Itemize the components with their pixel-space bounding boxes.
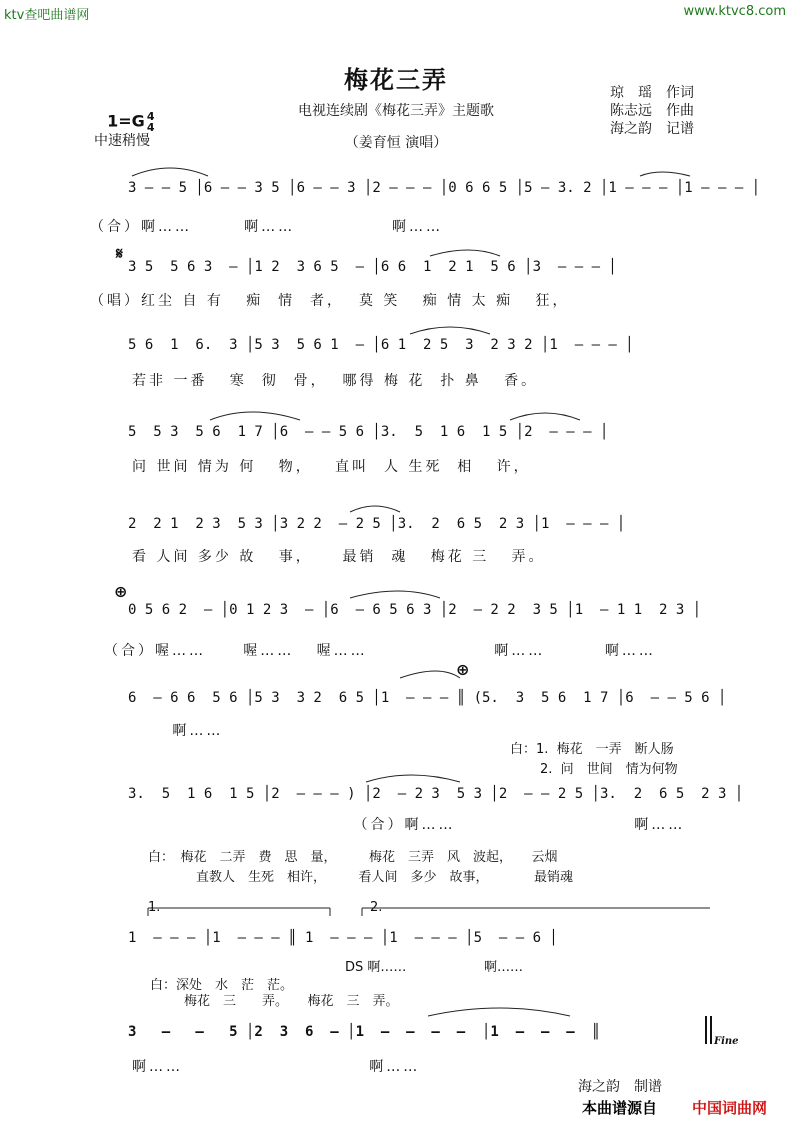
transcriber-credit: 海之韵 记谱: [610, 121, 694, 137]
dialogue-line-5: 白：深处 水 茫 茫。: [150, 978, 294, 993]
composer-credit: 陈志远 作曲: [610, 103, 694, 119]
lyric-row-4: 问 世间 情为 何 物， 直叫 人 生死 相 许，: [132, 459, 531, 475]
tempo-marking: 中速稍慢: [94, 133, 150, 149]
staff-row-3: 5 6 1 6. 3 │5 3 5 6 1 – │6 1 2 5 3 2 3 2 │1 – – – │: [128, 337, 634, 353]
lyric-row-6: （合）喔…… 喔…… 喔…… 啊…… 啊……: [104, 643, 656, 659]
staff-row-4: 5 5 3 5 6 1 7 │6 – – 5 6 │3. 5 1 6 1 5 │2 – – – │: [128, 424, 609, 440]
dialogue-line-2: 2. 问 世间 情为何物: [540, 762, 678, 777]
staff-row-9: 1 – – – │1 – – – ║ 1 – – – │1 – – – │5 – – 6 │: [128, 930, 558, 946]
song-title: 梅花三弄: [344, 65, 448, 94]
ds-marking: DS 啊……: [345, 960, 407, 975]
volta-second: 2.: [370, 900, 383, 915]
ds-ah: 啊……: [484, 960, 524, 975]
staff-row-10: 3 – – 5 │2 3 6 – │1 – – – – │1 – – – ║: [128, 1024, 601, 1040]
volta-first: 1.: [148, 900, 161, 915]
footer-source-b: 中国词曲网: [692, 1099, 768, 1117]
time-top: 4: [146, 110, 155, 123]
lyric-row-5: 看 人间 多少 故 事， 最销 魂 梅花 三 弄。: [132, 549, 546, 565]
dialogue-line-1: 白：1. 梅花 一弄 断人肠: [510, 742, 674, 757]
lyric-row-8: （合）啊…… 啊……: [130, 817, 686, 833]
staff-row-5: 2 2 1 2 3 5 3 │3 2 2 – 2 5 │3. 2 6 5 2 3 │1 – – – │: [128, 516, 626, 532]
time-bottom: 4: [146, 121, 155, 134]
coda-sign: ⊕: [114, 582, 128, 601]
footer-maker: 海之韵 制谱: [578, 1079, 662, 1095]
staff-row-7: 6 – 6 6 5 6 │5 3 3 2 6 5 │1 – – – ║ (5. 3 5 6 1 7 │6 – – 5 6 │: [128, 690, 727, 706]
lyricist-credit: 琼 瑶 作词: [610, 85, 694, 101]
staff-row-2: 3 5 5 6 3 – │1 2 3 6 5 – │6 6 1 2 1 5 6 │3 – – – │: [128, 259, 617, 275]
lyric-row-1: （合）啊…… 啊…… 啊……: [90, 219, 444, 235]
fine-marking: Fine: [714, 1036, 739, 1047]
watermark-right: www.ktvc8.com: [683, 4, 786, 19]
footer-source-a: 本曲谱源自: [582, 1099, 658, 1117]
lyric-row-2: （唱）红尘 自 有 痴 情 者， 莫 笑 痴 情 太 痴 狂，: [90, 293, 570, 309]
staff-row-1: 3 – – 5 │6 – – 3 5 │6 – – 3 │2 – – – │0 6 6 5 │5 – 3. 2 │1 – – – │1 – – – │: [128, 180, 761, 196]
subtitle: 电视连续剧《梅花三弄》主题歌: [298, 103, 494, 119]
staff-row-6: 0 5 6 2 – │0 1 2 3 – │6 – 6 5 6 3 │2 – 2 2 3 5 │1 – 1 1 2 3 │: [128, 602, 702, 618]
lyric-row-10: 啊…… 啊……: [132, 1059, 421, 1075]
staff-row-8: 3. 5 1 6 1 5 │2 – – – ) │2 – 2 3 5 3 │2 – – 2 5 │3. 2 6 5 2 3 │: [128, 786, 744, 802]
dialogue-line-6: 梅花 三 弄。 梅花 三 弄。: [184, 994, 399, 1009]
dialogue-line-3: 白： 梅花 二弄 费 思 量， 梅花 三弄 风 波起， 云烟: [148, 850, 558, 865]
watermark-left: ktv查吧曲谱网: [4, 8, 90, 23]
dialogue-line-4: 直教人 生死 相许， 看人间 多少 故事， 最销魂: [196, 870, 574, 885]
singer-credit: （姜育恒 演唱）: [344, 135, 448, 151]
coda-sign-2: ⊕: [456, 660, 470, 679]
key-text: 1=G: [107, 111, 145, 131]
segno-sign: 𝄋: [116, 244, 123, 263]
lyric-row-7: 啊……: [150, 723, 224, 739]
lyric-row-3: 若非 一番 寒 彻 骨， 哪得 梅 花 扑 鼻 香。: [132, 373, 539, 389]
